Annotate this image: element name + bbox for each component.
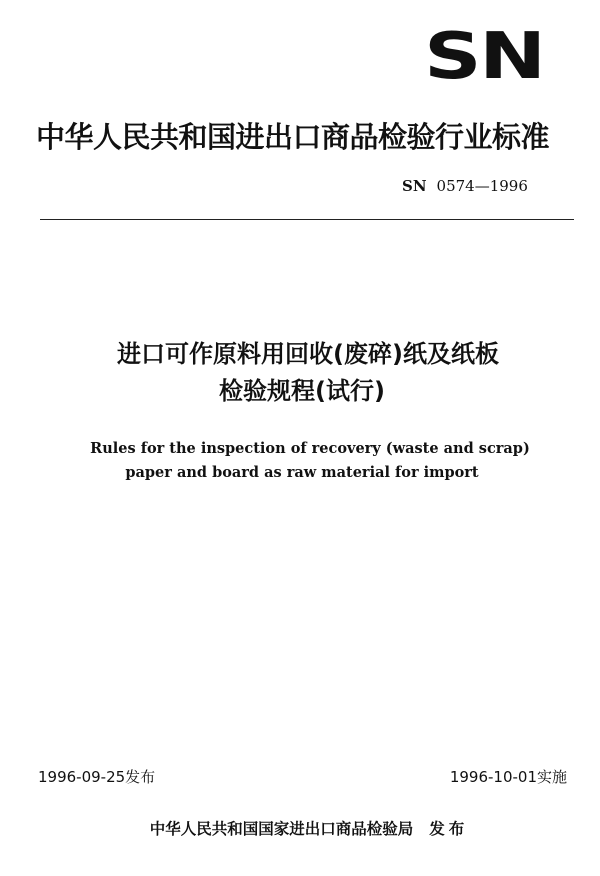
- sn-logo: SN: [424, 20, 544, 94]
- english-title-line-2: paper and board as raw material for import: [125, 464, 479, 481]
- issue-date: 1996-09-25发布: [38, 768, 156, 786]
- standard-code: [402, 176, 528, 196]
- standard-code-number: 0574—1996: [436, 177, 528, 195]
- implementation-date: 1996-10-01实施: [449, 768, 567, 786]
- issuer-name: 中华人民共和国国家进出口商品检验局: [149, 820, 414, 838]
- header-divider: [40, 219, 574, 220]
- standard-code-prefix: SN: [402, 177, 427, 195]
- organization-title: 中华人民共和国进出口商品检验行业标准: [36, 120, 550, 154]
- english-title: [0, 437, 600, 485]
- chinese-title-line-2: 检验规程(试行): [219, 377, 385, 405]
- english-title-line-1: Rules for the inspection of recovery (waste and scrap): [90, 440, 530, 457]
- chinese-title: [0, 336, 600, 410]
- issuing-authority: [0, 818, 600, 840]
- issuer-action: 发布: [429, 820, 469, 838]
- chinese-title-line-1: 进口可作原料用回收(废碎)纸及纸板: [117, 340, 499, 368]
